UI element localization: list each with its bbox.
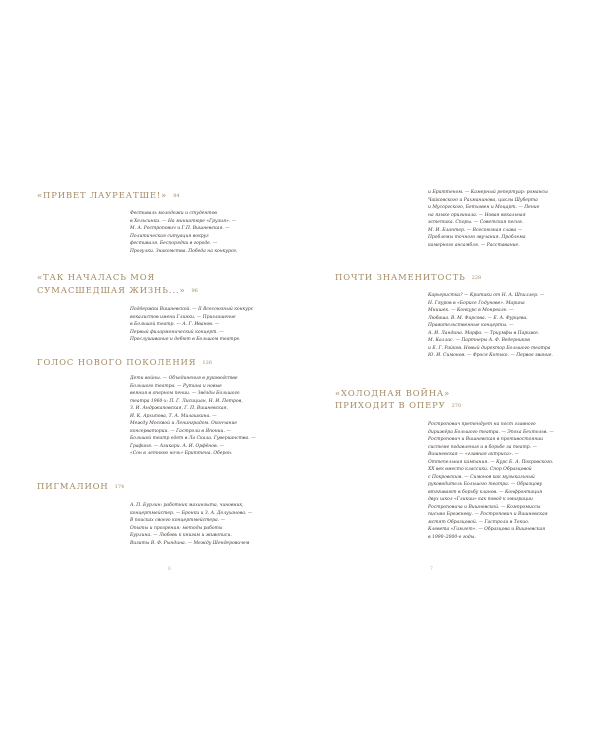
section-heading: [335, 388, 450, 399]
section-summary: [130, 210, 237, 255]
section-heading: [37, 285, 198, 297]
summary-line: Бурлина. — Любовь к книгам и живописи.: [130, 533, 232, 538]
section-heading: [37, 272, 155, 283]
summary-line: Чайковского и Рахманинова, циклы Шуберта: [428, 197, 538, 203]
section-page-number: 126: [202, 360, 212, 366]
summary-line: втягивают в борьбу кланов. — Конфронтация: [428, 489, 543, 495]
summary-line: руководитель Большого театра. — Образцову: [428, 482, 543, 487]
summary-line: Дети войны. — Объединения в руководстве: [130, 376, 238, 381]
summary-line: дирижёра Большого театра. — Эпоха Бехтольв. —: [428, 429, 554, 435]
summary-line: на языке оригинала. — Новая вокальная: [428, 212, 526, 218]
section-title-line: СУМАСШЕДШАЯ ЖИЗНЬ...»: [37, 285, 186, 295]
summary-line: Мнишек. — Конкурс в Монреале. —: [428, 308, 514, 313]
section-summary: [130, 375, 256, 458]
summary-line: камерного ансамбля. — Расставание.: [428, 242, 520, 248]
summary-line: системе подавления и в борьбе за театр. —: [428, 444, 537, 450]
summary-line: театра 1960-х: П. Г. Лисициан, Н. И. Петров,: [130, 398, 243, 404]
section-heading: [37, 357, 212, 369]
section-title-line: «ТАК НАЧАЛАСЬ МОЯ: [37, 272, 156, 282]
section-title: ПОЧТИ ЗНАМЕНИТОСТЬ: [335, 272, 466, 282]
summary-line: XX век вместо классики. Спор Образцовой: [428, 467, 532, 472]
summary-line: мстят Образцовой. — Гастроли в Токио.: [428, 519, 530, 525]
summary-line: вокалистов имени Глинки. — Приглашение: [130, 314, 236, 320]
summary-line: Первый филармонический концерт. —: [130, 329, 224, 335]
summary-line: Ростроповича и Вишневской. — Компромиссы: [428, 504, 541, 510]
section-page-number: 96: [191, 288, 198, 294]
summary-line: Прогулки. Знакомства. Победа на конкурсе.: [130, 248, 238, 254]
section-title: ПИГМАЛИОН: [37, 481, 109, 491]
summary-line: и Мусоргского, Бетховен и Моцарт. — Пение: [428, 205, 540, 210]
summary-line: Ростропович и Вишневская в противостоянии: [428, 437, 544, 442]
summary-line: двух школ «Гликии» как повод к эмиграции: [428, 497, 533, 502]
summary-line: Политическая ситуация вокруг: [130, 233, 209, 239]
summary-line: Графиня. — Азикари. А. И. Орфёнов. —: [130, 443, 224, 449]
summary-line: эстетика. Споры. — Советская песня.: [428, 220, 524, 225]
section-heading: [37, 190, 180, 202]
section-page-number: 84: [173, 193, 180, 199]
section-summary: [130, 502, 252, 547]
summary-line: Прослушивание и дебют в Большом театре.: [130, 337, 241, 342]
summary-line: М. И. Блантер. — Всесоюзная слава —: [428, 227, 523, 233]
summary-line: М. Каллас. — Партнеры А. Ф. Ведерников: [428, 338, 530, 343]
summary-line: и Е. Г. Райков. Новый директор Большого театра: [428, 345, 551, 351]
summary-line: Визиты В. Ф. Рындина. — Между Шендеровичем: [130, 540, 250, 546]
summary-line: Опыты и прозрения: методы работы: [130, 525, 223, 531]
summary-line: письмо Брежневу. — Ростропович и Вишневская: [428, 512, 548, 517]
page-folio-right: 7: [430, 567, 433, 572]
summary-line: Оттепельная кампания. — Курс Б. А. Покровского.: [428, 459, 554, 465]
summary-line: Между Москвой и Ленинградом. Окончание: [130, 421, 238, 426]
summary-line: веяния в оперном пении. — Звёзды Большого: [130, 391, 240, 396]
section-title: «ПРИВЕТ ЛАУРЕАТШЕ!»: [37, 190, 168, 200]
summary-line: консерватории. — Гастроли в Японии. —: [130, 428, 231, 434]
summary-line: Большой театр едет в Ла Скала. Гуверианства. —: [130, 436, 256, 441]
summary-line: Большого театра. — Рутина и новые: [130, 383, 222, 389]
summary-line: в Большой театр. — А. Г. Иванов. —: [130, 322, 220, 327]
summary-line: Ростропович претендует на пост главного: [428, 422, 536, 427]
summary-line: Фестиваль молодежи и студентов: [130, 211, 217, 216]
continued-summary: [428, 189, 548, 249]
section-summary: [130, 306, 253, 344]
summary-line: в 1990–2000-е годы.: [428, 534, 476, 540]
section-heading: [335, 400, 461, 412]
page-folio-left: 6: [168, 567, 171, 572]
summary-line: Правительственные концерты. —: [428, 323, 514, 328]
summary-line: Карьеристка? — Критики от Н. А. Шпиллер. —: [428, 293, 545, 298]
section-title: ГОЛОС НОВОГО ПОКОЛЕНИЯ: [37, 357, 197, 367]
summary-line: фестиваля. Беспорядки в городе. —: [130, 241, 218, 246]
summary-line: Любаша. В. М. Фирсова. — Е. А. Фурцева.: [428, 315, 528, 321]
section-title-line: «ХОЛОДНАЯ ВОЙНА»: [335, 388, 451, 398]
section-heading: [37, 481, 124, 493]
summary-line: Вишневская — «главная актриса». —: [428, 452, 519, 457]
section-summary: [428, 292, 553, 360]
summary-line: Ю. И. Симонов. — Фрося Котько. — Первое звание.: [428, 353, 553, 358]
section-page-number: 270: [451, 403, 462, 409]
section-page-number: 228: [471, 275, 482, 281]
summary-line: И. К. Архипова, Т. А. Милашкина. —: [130, 413, 217, 419]
summary-line: Клевета «Гамлет». — Образцова и Вишневская: [428, 527, 546, 532]
summary-line: и Бриттеном. — Камерный репертуар: романсы: [428, 190, 548, 195]
summary-line: Н. Гяуров в «Борисе Годунове». Марина: [428, 300, 525, 306]
summary-line: в Хельсинки. — На миниатюре «Грузия». —: [130, 218, 237, 224]
summary-line: с Покровским. — Симонов как музыкальный: [428, 474, 535, 480]
summary-line: М. А. Ростропович и Г.П. Вишневская. —: [130, 226, 230, 231]
summary-line: Поддержка Вишневской. — II Всесоюзный конкурс: [130, 307, 254, 312]
section-title-line: ПРИХОДИТ В ОПЕРУ: [335, 400, 446, 410]
section-page-number: 174: [114, 484, 125, 490]
section-heading: [335, 272, 481, 284]
summary-line: А. И. Ландина. Марфа. — Триумфы в Париже.: [428, 330, 540, 336]
summary-line: «Сон в летнюю ночь» Бриттена. Оберон.: [130, 451, 233, 456]
summary-line: Проблемы точного звучания. Проблема: [428, 235, 526, 240]
summary-line: концертмейстер. — Бронки и З. А. Долуханова. —: [130, 510, 253, 516]
summary-line: А. П. Бурлин: работник махинзыта, чиновник,: [130, 503, 244, 508]
summary-line: З. И. Андржаповская, Г. П. Вишневская,: [130, 406, 228, 411]
summary-line: В поисках своего концертмейстера. —: [130, 518, 226, 523]
section-summary: [428, 421, 554, 541]
